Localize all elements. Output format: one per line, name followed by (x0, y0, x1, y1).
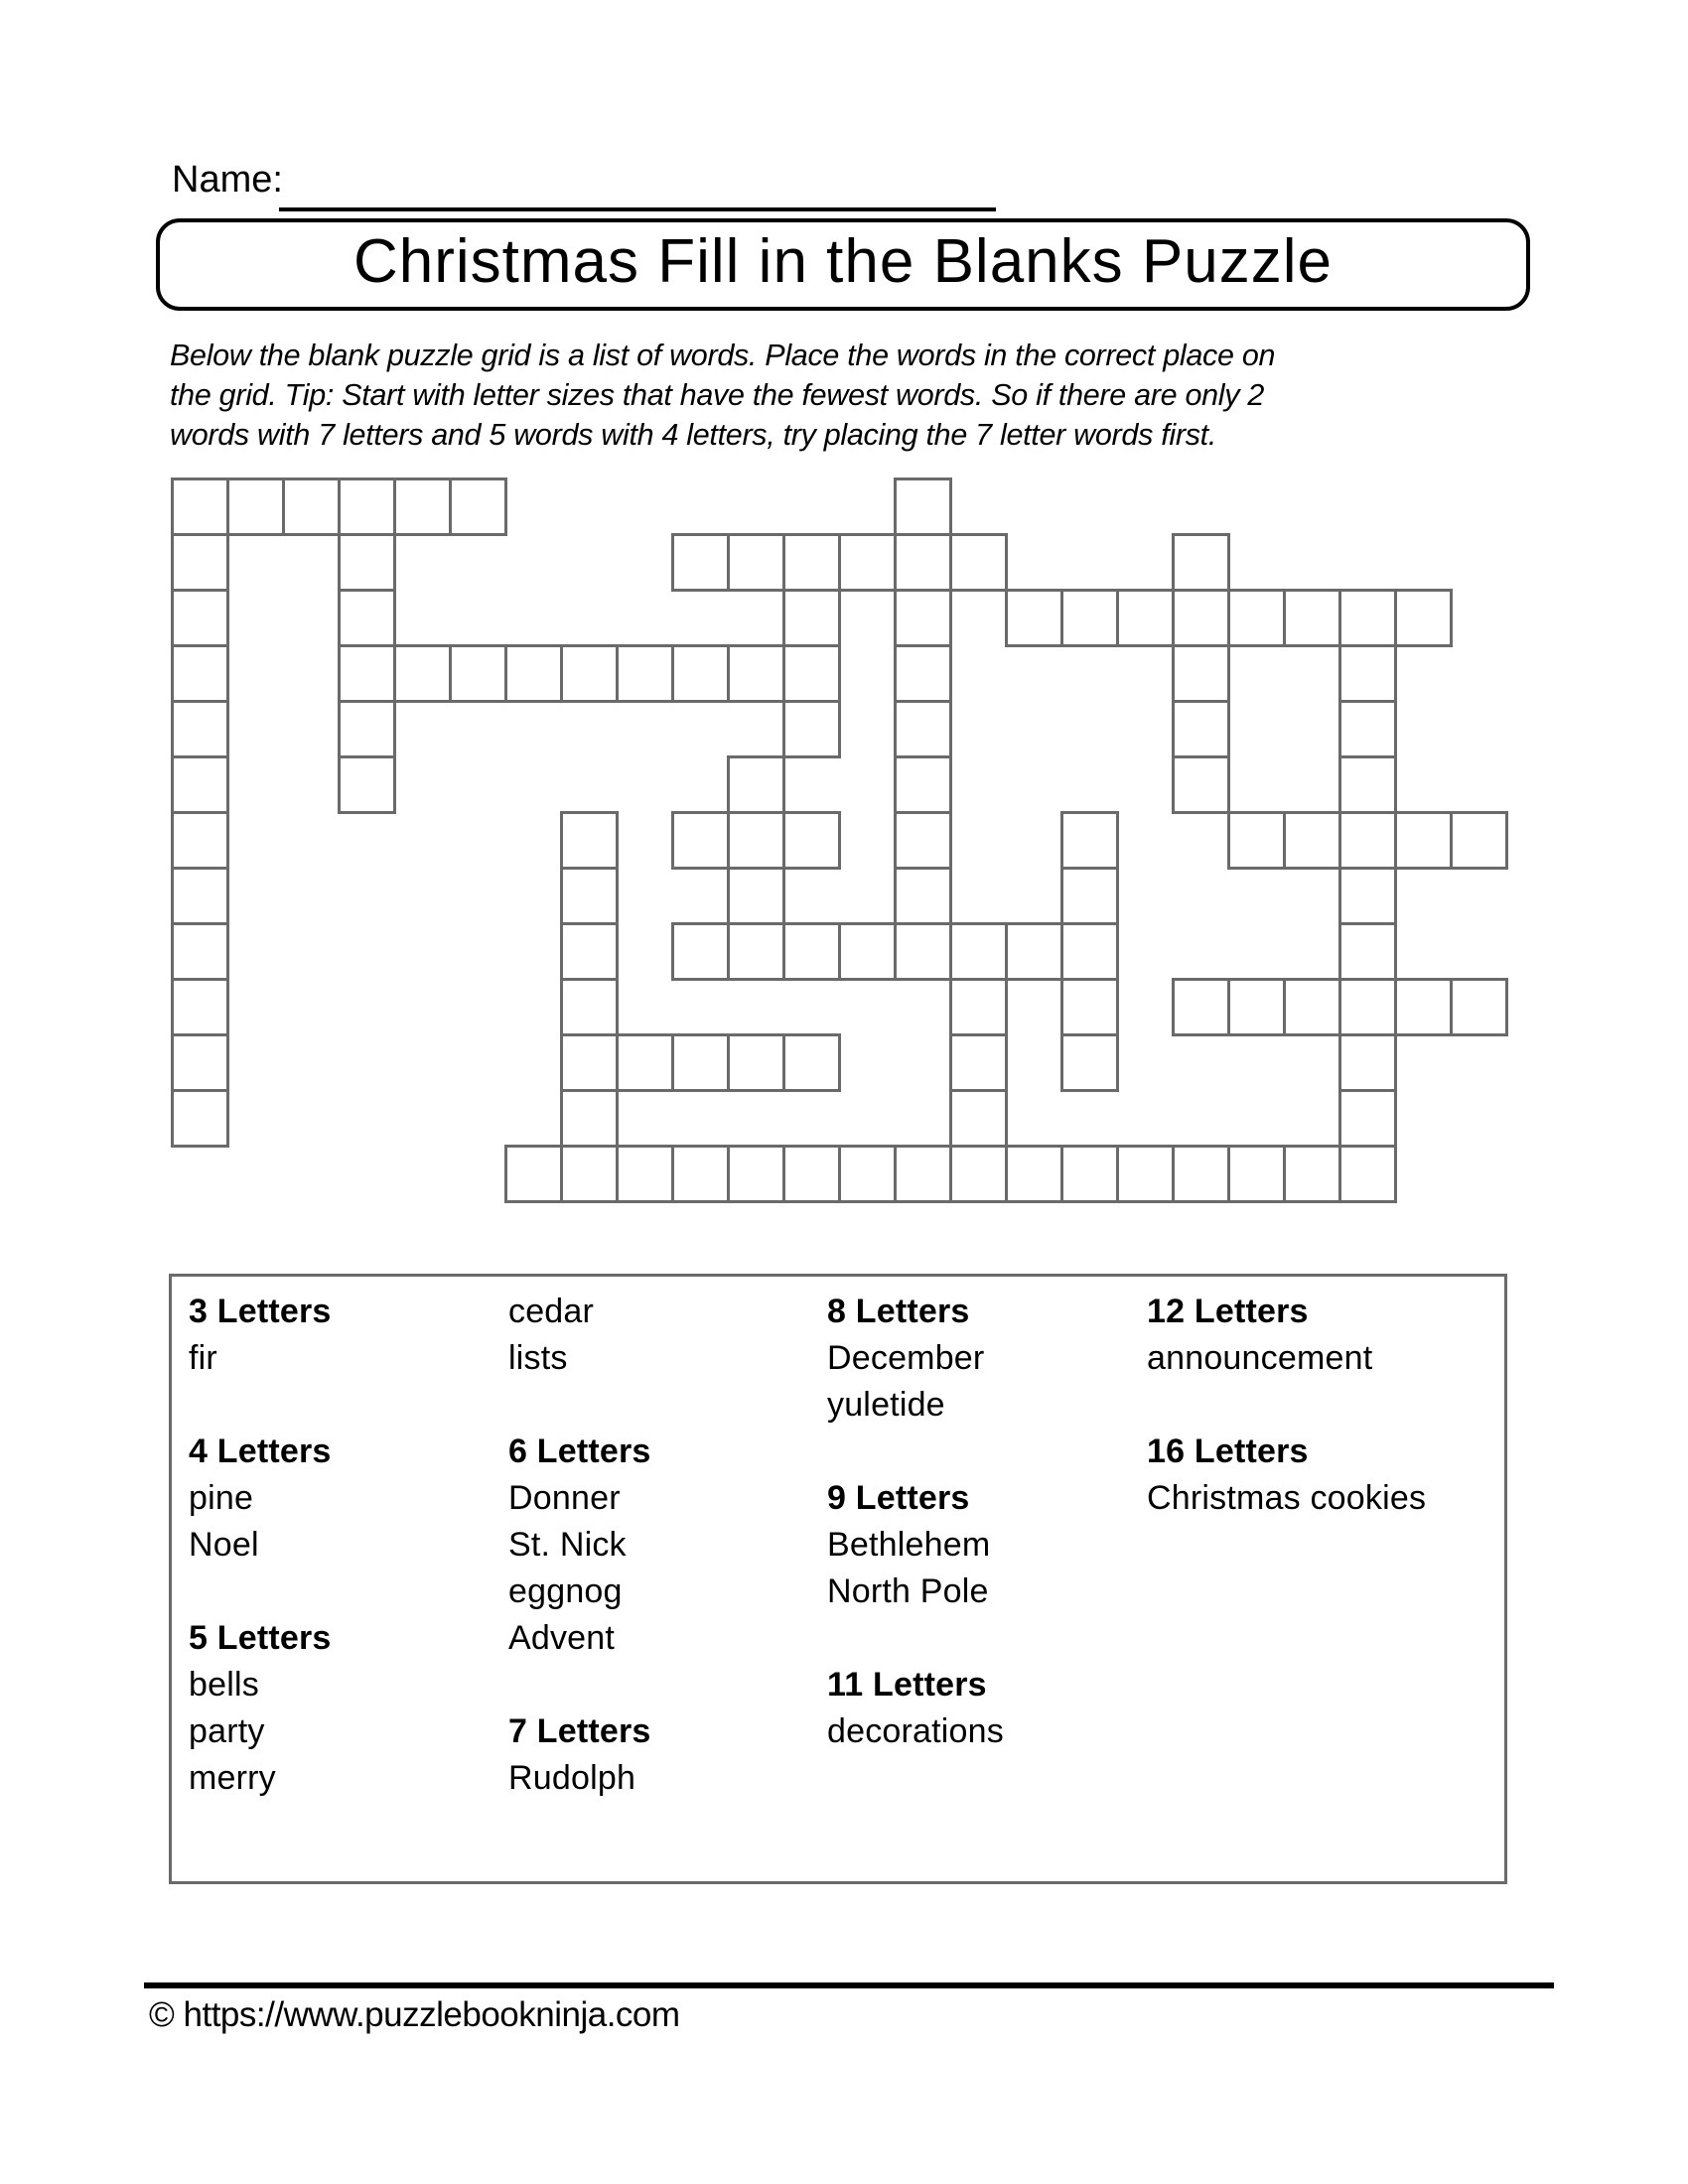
grid-cell (671, 1033, 730, 1092)
grid-cell (894, 811, 952, 870)
grid-cell (1338, 1089, 1397, 1148)
grid-cell (338, 755, 396, 814)
instructions-line: Below the blank puzzle grid is a list of words. Place the words in the correct place on (170, 339, 1276, 372)
letter-group-header: 4 Letters (189, 1433, 332, 1470)
grid-cell (838, 922, 897, 981)
grid-cell (1283, 1145, 1341, 1203)
grid-cell (1172, 589, 1230, 647)
word-item: Rudolph (508, 1759, 636, 1797)
grid-cell (171, 867, 229, 925)
grid-cell (1060, 1145, 1119, 1203)
grid-cell (782, 811, 841, 870)
grid-cell (782, 644, 841, 703)
grid-cell (671, 811, 730, 870)
grid-cell (338, 589, 396, 647)
grid-cell (1005, 1145, 1063, 1203)
grid-cell (894, 478, 952, 536)
instructions-line: words with 7 letters and 5 words with 4 letters, try placing the 7 letter words first. (170, 418, 1217, 452)
grid-cell (782, 922, 841, 981)
word-item: Donner (508, 1479, 621, 1517)
grid-cell (1338, 867, 1397, 925)
grid-cell (1338, 1033, 1397, 1092)
grid-cell (1060, 589, 1119, 647)
grid-cell (338, 700, 396, 758)
grid-cell (616, 1145, 674, 1203)
footer-rule (144, 1982, 1554, 1988)
grid-cell (727, 867, 785, 925)
grid-cell (1172, 978, 1230, 1036)
grid-cell (894, 755, 952, 814)
grid-cell (1005, 589, 1063, 647)
word-item: North Pole (827, 1572, 989, 1610)
word-item: bells (189, 1666, 259, 1704)
grid-cell (671, 644, 730, 703)
grid-cell (1060, 922, 1119, 981)
grid-cell (560, 1033, 619, 1092)
grid-cell (171, 589, 229, 647)
grid-cell (1172, 755, 1230, 814)
grid-cell (560, 1145, 619, 1203)
grid-cell (338, 533, 396, 592)
grid-cell (1338, 700, 1397, 758)
grid-cell (1338, 755, 1397, 814)
grid-cell (616, 1033, 674, 1092)
grid-cell (1227, 589, 1286, 647)
grid-cell (671, 533, 730, 592)
letter-group-header: 9 Letters (827, 1479, 970, 1517)
grid-cell (171, 533, 229, 592)
word-item: pine (189, 1479, 254, 1517)
grid-cell (171, 1033, 229, 1092)
grid-cell (1338, 589, 1397, 647)
grid-cell (338, 478, 396, 536)
grid-cell (949, 1145, 1008, 1203)
grid-cell (782, 1033, 841, 1092)
grid-cell (1338, 644, 1397, 703)
grid-cell (449, 644, 507, 703)
grid-cell (1338, 1145, 1397, 1203)
name-blank-line (279, 207, 996, 211)
grid-cell (560, 644, 619, 703)
letter-group-header: 8 Letters (827, 1293, 970, 1330)
instructions-line: the grid. Tip: Start with letter sizes that have the fewest words. So if there are only 2 (170, 378, 1265, 412)
instructions-text (170, 336, 1451, 455)
grid-cell (282, 478, 341, 536)
grid-cell (949, 533, 1008, 592)
grid-cell (782, 700, 841, 758)
grid-cell (727, 811, 785, 870)
grid-cell (894, 922, 952, 981)
grid-cell (894, 644, 952, 703)
grid-cell (727, 755, 785, 814)
grid-cell (727, 922, 785, 981)
word-item: party (189, 1712, 265, 1750)
grid-cell (560, 978, 619, 1036)
grid-cell (1227, 1145, 1286, 1203)
grid-cell (1283, 978, 1341, 1036)
grid-cell (560, 1089, 619, 1148)
grid-cell (393, 478, 452, 536)
grid-cell (671, 922, 730, 981)
grid-cell (894, 867, 952, 925)
grid-cell (171, 755, 229, 814)
name-label: Name: (172, 159, 283, 201)
grid-cell (171, 922, 229, 981)
grid-cell (171, 811, 229, 870)
grid-cell (727, 1145, 785, 1203)
grid-cell (393, 644, 452, 703)
grid-cell (1338, 978, 1397, 1036)
grid-cell (338, 644, 396, 703)
grid-cell (1172, 644, 1230, 703)
grid-cell (1116, 589, 1175, 647)
grid-cell (226, 478, 285, 536)
grid-cell (1338, 811, 1397, 870)
word-item: lists (508, 1339, 568, 1377)
letter-group-header: 3 Letters (189, 1293, 332, 1330)
word-item: fir (189, 1339, 217, 1377)
grid-cell (727, 1033, 785, 1092)
word-item: December (827, 1339, 985, 1377)
grid-cell (1394, 589, 1453, 647)
grid-cell (1394, 811, 1453, 870)
grid-cell (449, 478, 507, 536)
grid-cell (616, 644, 674, 703)
grid-cell (1283, 589, 1341, 647)
grid-cell (1450, 811, 1508, 870)
letter-group-header: 12 Letters (1147, 1293, 1309, 1330)
grid-cell (1060, 978, 1119, 1036)
grid-cell (894, 589, 952, 647)
grid-cell (949, 1033, 1008, 1092)
grid-cell (894, 533, 952, 592)
grid-cell (1060, 867, 1119, 925)
grid-cell (171, 1089, 229, 1148)
word-item: decorations (827, 1712, 1004, 1750)
grid-cell (504, 1145, 563, 1203)
word-item: Christmas cookies (1147, 1479, 1427, 1517)
grid-cell (949, 1089, 1008, 1148)
grid-cell (1172, 700, 1230, 758)
letter-group-header: 7 Letters (508, 1712, 651, 1750)
grid-cell (1060, 1033, 1119, 1092)
word-item: announcement (1147, 1339, 1373, 1377)
letter-group-header: 16 Letters (1147, 1433, 1309, 1470)
grid-cell (560, 867, 619, 925)
word-item: cedar (508, 1293, 595, 1330)
grid-cell (949, 922, 1008, 981)
grid-cell (1172, 1145, 1230, 1203)
grid-cell (171, 644, 229, 703)
footer-copyright: © https://www.puzzlebookninja.com (149, 1995, 680, 2034)
grid-cell (1394, 978, 1453, 1036)
grid-cell (782, 1145, 841, 1203)
word-item: yuletide (827, 1386, 945, 1424)
grid-cell (504, 644, 563, 703)
grid-cell (560, 922, 619, 981)
page-title: Christmas Fill in the Blanks Puzzle (353, 227, 1333, 296)
grid-cell (1338, 922, 1397, 981)
grid-cell (838, 533, 897, 592)
grid-cell (949, 978, 1008, 1036)
word-item: Bethlehem (827, 1526, 991, 1564)
grid-cell (894, 700, 952, 758)
grid-cell (671, 1145, 730, 1203)
grid-cell (1005, 922, 1063, 981)
grid-cell (171, 700, 229, 758)
grid-cell (727, 644, 785, 703)
letter-group-header: 6 Letters (508, 1433, 651, 1470)
grid-cell (1227, 811, 1286, 870)
grid-cell (560, 811, 619, 870)
letter-group-header: 11 Letters (827, 1666, 987, 1704)
grid-cell (1450, 978, 1508, 1036)
word-item: Noel (189, 1526, 259, 1564)
word-item: merry (189, 1759, 276, 1797)
word-item: Advent (508, 1619, 616, 1657)
grid-cell (1060, 811, 1119, 870)
grid-cell (894, 1145, 952, 1203)
grid-cell (1283, 811, 1341, 870)
letter-group-header: 5 Letters (189, 1619, 332, 1657)
grid-cell (782, 589, 841, 647)
grid-cell (838, 1145, 897, 1203)
grid-cell (1227, 978, 1286, 1036)
word-item: St. Nick (508, 1526, 627, 1564)
grid-cell (171, 978, 229, 1036)
grid-cell (1116, 1145, 1175, 1203)
grid-cell (171, 478, 229, 536)
grid-cell (1172, 533, 1230, 592)
grid-cell (782, 533, 841, 592)
word-item: eggnog (508, 1572, 623, 1610)
grid-cell (727, 533, 785, 592)
